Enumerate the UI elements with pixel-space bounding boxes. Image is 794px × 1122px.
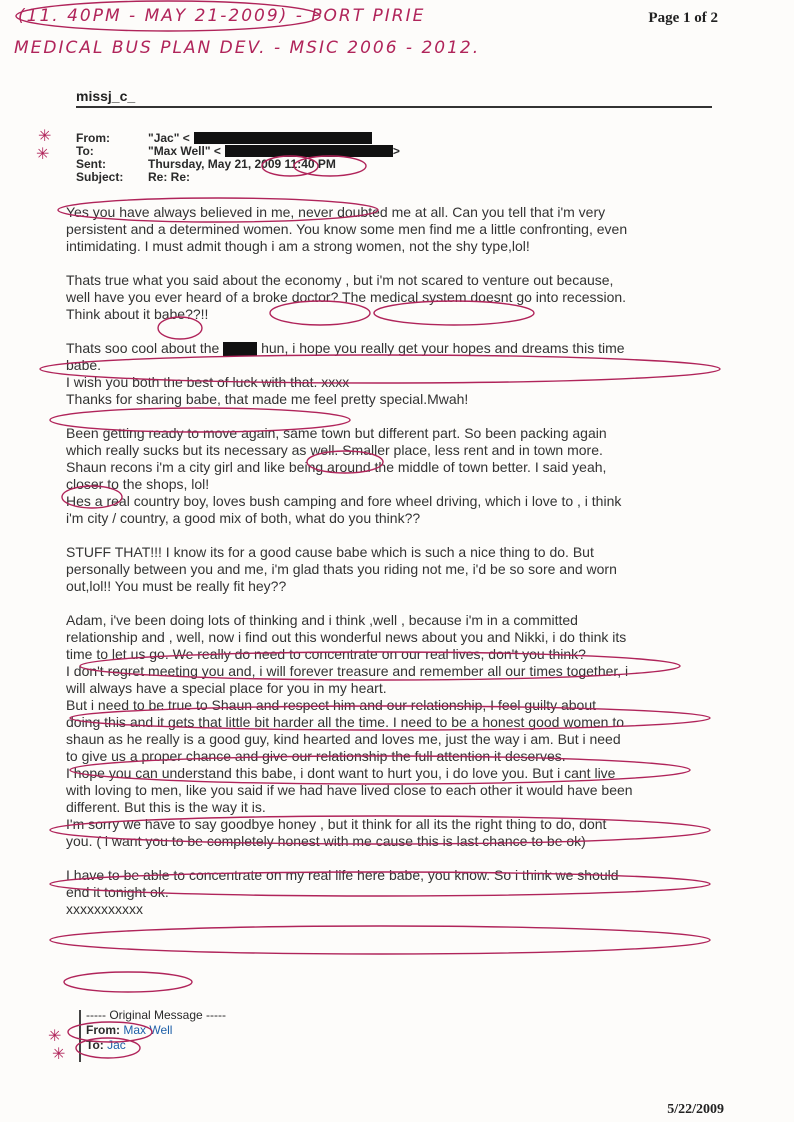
ink-circle <box>40 355 720 383</box>
body-line: I wish you both the best of luck with that. xxxx <box>66 374 350 390</box>
to-label: To: <box>76 144 94 158</box>
ink-circle <box>58 198 378 222</box>
sender-name: missj_c_ <box>76 88 136 104</box>
asterisk-mark-icon: ✳ <box>48 1028 62 1045</box>
body-line: closer to the shops, lol! <box>66 476 210 492</box>
body-line: different. But this is the way it is. <box>66 799 266 815</box>
body-line: to give us a proper chance and give our relationship the full attention it deserves. <box>66 748 566 764</box>
from-label: From: <box>76 131 110 145</box>
ink-circle <box>374 301 534 325</box>
ink-circle <box>76 1038 140 1058</box>
to-value: "Max Well" < <box>148 144 221 158</box>
body-line: Hes a real country boy, loves bush camping and fore wheel driving, which i love to , i think <box>66 493 622 509</box>
body-line: Been getting ready to move again, same town but different part. So been packing again <box>66 425 607 441</box>
body-line: shaun as he really is a good guy, kind hearted and loves me, just the way i am. But i need <box>66 731 621 747</box>
body-line: babe. <box>66 357 102 373</box>
ink-circle <box>70 706 710 730</box>
body-line: will always have a special place for you in my heart. <box>66 680 387 696</box>
body-line: doing this and it gets that little bit harder all the time. I need to be a honest good women to <box>66 714 625 730</box>
ink-circle <box>16 1 320 31</box>
body-line: I don't regret meeting you and, i will forever treasure and remember all our times together, i <box>66 663 629 679</box>
asterisk-mark-icon: ✳ <box>52 1046 66 1063</box>
original-from-label: From: <box>86 1023 120 1037</box>
ink-circle <box>64 972 192 992</box>
body-line: Thanks for sharing babe, that made me feel pretty special.Mwah! <box>66 391 469 407</box>
ink-circle <box>70 756 690 784</box>
original-message-title: ----- Original Message ----- <box>86 1008 227 1022</box>
footer-date: 5/22/2009 <box>667 1102 724 1117</box>
body-line: relationship and , well, now i find out this wonderful news about you and Nikki, i do think its <box>66 629 627 645</box>
body-line: you. ( i want you to be completely honest with me cause this is last chance to be ok) <box>66 833 586 849</box>
body-line: well have you ever heard of a broke doctor? The medical system doesnt go into recession. <box>66 289 627 305</box>
ink-circle <box>50 926 710 954</box>
ink-circle <box>50 816 710 844</box>
page-number: Page 1 of 2 <box>648 10 718 26</box>
ink-circle <box>62 486 122 508</box>
ink-circle <box>262 156 318 176</box>
from-value: "Jac" < <box>148 131 190 145</box>
ink-circle <box>50 408 350 432</box>
body-line: Thats soo cool about the hun, i hope you really get your hopes and dreams this time <box>66 340 625 356</box>
ink-circle <box>307 451 383 473</box>
ink-circle <box>294 156 366 176</box>
ink-circle <box>80 652 680 680</box>
sent-label: Sent: <box>76 157 106 171</box>
body-line: end it tonight ok. <box>66 884 169 900</box>
body-line: personally between you and me, i'm glad thats you riding not me, i'd be so sore and worn <box>66 561 617 577</box>
body-line: intimidating. I must admit though i am a strong women, not the shy type,lol! <box>66 238 530 254</box>
body-line: i'm city / country, a good mix of both, what do you think?? <box>66 510 421 526</box>
subject-value: Re: Re: <box>148 170 191 184</box>
ink-circle <box>68 1022 152 1042</box>
body-line: Thats true what you said about the economy , but i'm not scared to venture out because, <box>66 272 614 288</box>
to-close: > <box>392 144 400 158</box>
subject-label: Subject: <box>76 170 124 184</box>
body-line: I have to be able to concentrate on my real life here babe, you know. So i think we should <box>66 867 619 883</box>
body-line: But i need to be true to Shaun and respect him and our relationship, I feel guilty about <box>66 697 597 713</box>
original-from-link[interactable]: Max Well <box>123 1023 173 1037</box>
original-to-label: To: <box>86 1038 104 1052</box>
handwritten-note-line-2: MEDICAL BUS PLAN DEV. - MSIC 2006 - 2012. <box>14 38 481 58</box>
body-line: Shaun recons i'm a city girl and like being around the middle of town better. I said yeah, <box>66 459 607 475</box>
original-to-link[interactable]: Jac <box>107 1038 126 1052</box>
body-line: with loving to men, like you said if we had have lived close to each other it would have been <box>66 782 633 798</box>
body-line: which really sucks but its necessary as well. Smaller place, less rent and in town more. <box>66 442 603 458</box>
sent-value: Thursday, May 21, 2009 11:40 PM <box>148 157 336 171</box>
body-line: Adam, i've been doing lots of thinking and i think ,well , because i'm in a committed <box>66 612 578 628</box>
body-line: I hope you can understand this babe, i dont want to hurt you, i do love you. But i cant live <box>66 765 616 781</box>
ink-circle <box>50 872 710 896</box>
body-line: Yes you have always believed in me, never doubted me at all. Can you tell that i'm very <box>66 204 606 220</box>
asterisk-mark-icon: ✳ <box>38 128 52 145</box>
asterisk-mark-icon: ✳ <box>36 146 50 163</box>
body-line: Think about it babe??!! <box>66 306 209 322</box>
body-line: time to let us go. We really do need to concentrate on our real lives, don't you think? <box>66 646 586 662</box>
ink-circle <box>270 301 370 325</box>
body-line: xxxxxxxxxxx <box>66 901 143 917</box>
body-line: STUFF THAT!!! I know its for a good cause babe which is such a nice thing to do. But <box>66 544 594 560</box>
body-line: I'm sorry we have to say goodbye honey , but it think for all its the right thing to do, dont <box>66 816 607 832</box>
body-line: out,lol!! You must be really fit hey?? <box>66 578 287 594</box>
handwritten-note-line-1: (11. 40PM - MAY 21-2009) - PORT PIRIE <box>18 6 426 26</box>
ink-circle <box>158 317 202 339</box>
body-line: persistent and a determined women. You know some men find me a little confronting, even <box>66 221 628 237</box>
